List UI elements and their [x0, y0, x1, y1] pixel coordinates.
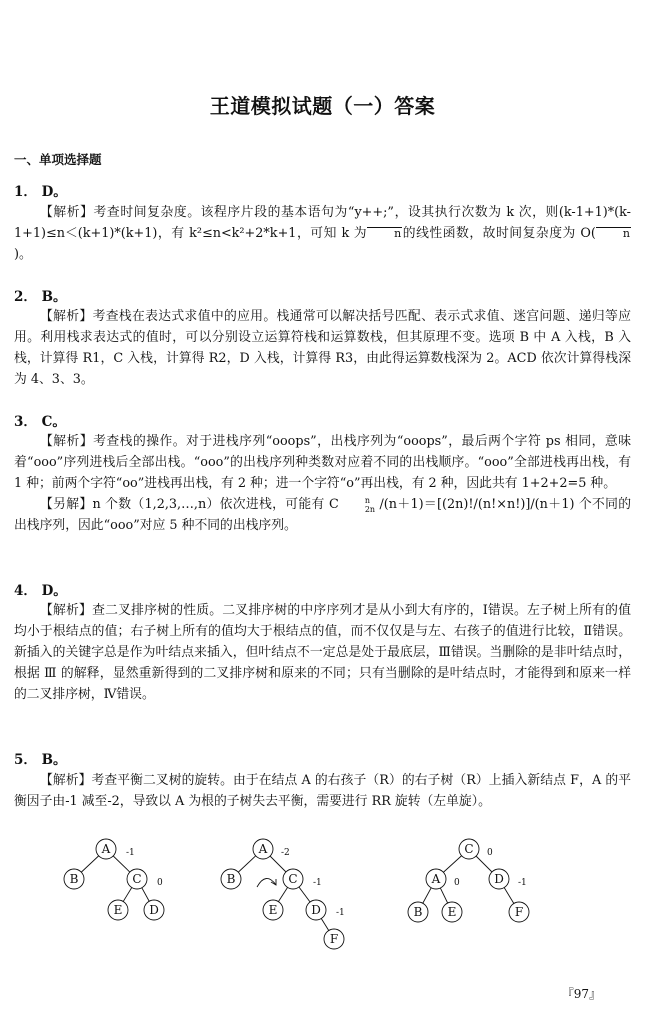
q4-explanation: [14, 600, 631, 705]
t3-bf-d: -1: [518, 878, 527, 888]
q2-explanation: [14, 306, 631, 390]
t3-label-e: E: [447, 905, 457, 919]
t2-bf-c: -1: [313, 878, 322, 888]
q5-text: 【解析】考查平衡二叉树的旋转。由于在结点 A 的右孩子（R）的右子树（R）上插入新结点 F，A 的平衡因子由-1 减至-2，导致以 A 为根的子树失去平衡，需要进行 RR 旋转（左单旋）。: [14, 773, 631, 809]
q5-explanation: [14, 770, 631, 812]
sqrt-n: n: [367, 227, 402, 240]
t3-label-a: A: [431, 872, 441, 886]
t3-bf-a: 0: [454, 878, 460, 888]
t3-bf-c: 0: [487, 848, 493, 858]
t2-bf-d: -1: [336, 908, 345, 918]
q4-answer: 4． D。: [14, 583, 67, 599]
q3-text: 【解析】考查栈的操作。对于进栈序列“ooops”，出栈序列为“ooops”，最后两个字符 ps 相同，意味着“ooo”序列进栈后全部出栈。“ooo”的出栈序列种类数对应着不同的出栈顺序。“ooo”全部进栈再出栈，有 1 种；前两个字符“oo”进栈再出栈，有 2 种；进一个字符“o”再出栈，有 2 种，因此共有 1+2+2=5 种。: [14, 434, 631, 491]
q1-explanation: [14, 202, 631, 265]
t2-label-d: D: [311, 903, 321, 917]
t3-label-d: D: [494, 872, 504, 886]
t1-bf-a: -1: [126, 848, 135, 858]
t2-label-c: C: [288, 872, 298, 886]
t2-bf-a: -2: [281, 848, 290, 858]
t1-label-e: E: [113, 903, 123, 917]
q3-explanation: [14, 431, 631, 536]
t2-label-b: B: [226, 872, 236, 886]
t1-label-a: A: [101, 842, 111, 856]
q4-text: 【解析】查二叉排序树的性质。二叉排序树的中序序列才是从小到大有序的，Ⅰ错误。左子树上所有的值均小于根结点的值；右子树上所有的值均大于根结点的值，而不仅仅是与左、右孩子的值进行比较，Ⅱ错误。新插入的关键字总是作为叶结点来插入，但叶结点不一定总是处于最底层，Ⅲ错误。当删除的是非叶结点时，根据 Ⅲ 的解释，显然重新得到的二叉排序树和原来的不同；只有当删除的是叶结点时，才能得到和原来一样的二叉排序树，Ⅳ错误。: [14, 603, 631, 702]
sqrt-n-2: n: [596, 227, 631, 240]
t3-label-f: F: [514, 905, 524, 919]
t2-label-e: E: [268, 903, 278, 917]
q1-text-a: 【解析】考查时间复杂度。该程序片段的基本语句为“y++;”，设其执行次数为 k 次，则(k-1+1)*(k-1+1)≤n＜(k+1)*(k+1)，有 k²≤n<k²+2*k+1，可知 k 为: [14, 205, 631, 241]
t3-label-b: B: [413, 905, 423, 919]
q3-alt-sub: 2n: [364, 504, 376, 514]
t2-label-f: F: [329, 932, 339, 946]
q5-answer: 5． B。: [14, 752, 67, 768]
q1-text-b: 的线性函数，故时间复杂度为 O(: [402, 226, 596, 241]
q3-answer: 3． C。: [14, 414, 66, 430]
page-number: 『97』: [561, 987, 601, 1001]
t1-bf-c: 0: [157, 878, 163, 888]
t3-label-c: C: [464, 842, 474, 856]
q2-text: 【解析】考查栈在表达式求值中的应用。栈通常可以解决括号匹配、表示式求值、迷宫问题、递归等应用。利用栈求表达式的值时，可以分别设立运算符栈和运算数栈，但其原理不变。选项 B 中 A 入栈，B 入栈，计算得 R1，C 入栈，计算得 R2，D 入栈，计算得 R3，由此得运算数栈深为 2。ACD 依次计算得栈深为 4、3、3。: [14, 309, 631, 387]
t2-label-a: A: [258, 842, 268, 856]
page-title: 王道模拟试题（一）答案: [209, 94, 436, 118]
avl-rotation-diagram: [0, 835, 645, 955]
q2-answer: 2． B。: [14, 289, 67, 305]
q3-alt-a: 【另解】n 个数（1,2,3,…,n）依次进栈，可能有 C: [40, 497, 339, 512]
q1-text-c: )。: [14, 247, 32, 262]
q3-alt-sup: n: [364, 495, 370, 505]
q3-alt-b: /(n＋1)＝[(2n)!/(n!×n!)]/(n＋1) 个不同的出栈序列，因此“ooo”对应 5 种不同的出栈序列。: [14, 497, 632, 533]
t1-label-b: B: [69, 872, 79, 886]
t1-label-c: C: [132, 872, 142, 886]
t1-label-d: D: [149, 903, 159, 917]
section-heading: 一、单项选择题: [14, 152, 102, 167]
q1-answer: 1． D。: [14, 184, 67, 200]
